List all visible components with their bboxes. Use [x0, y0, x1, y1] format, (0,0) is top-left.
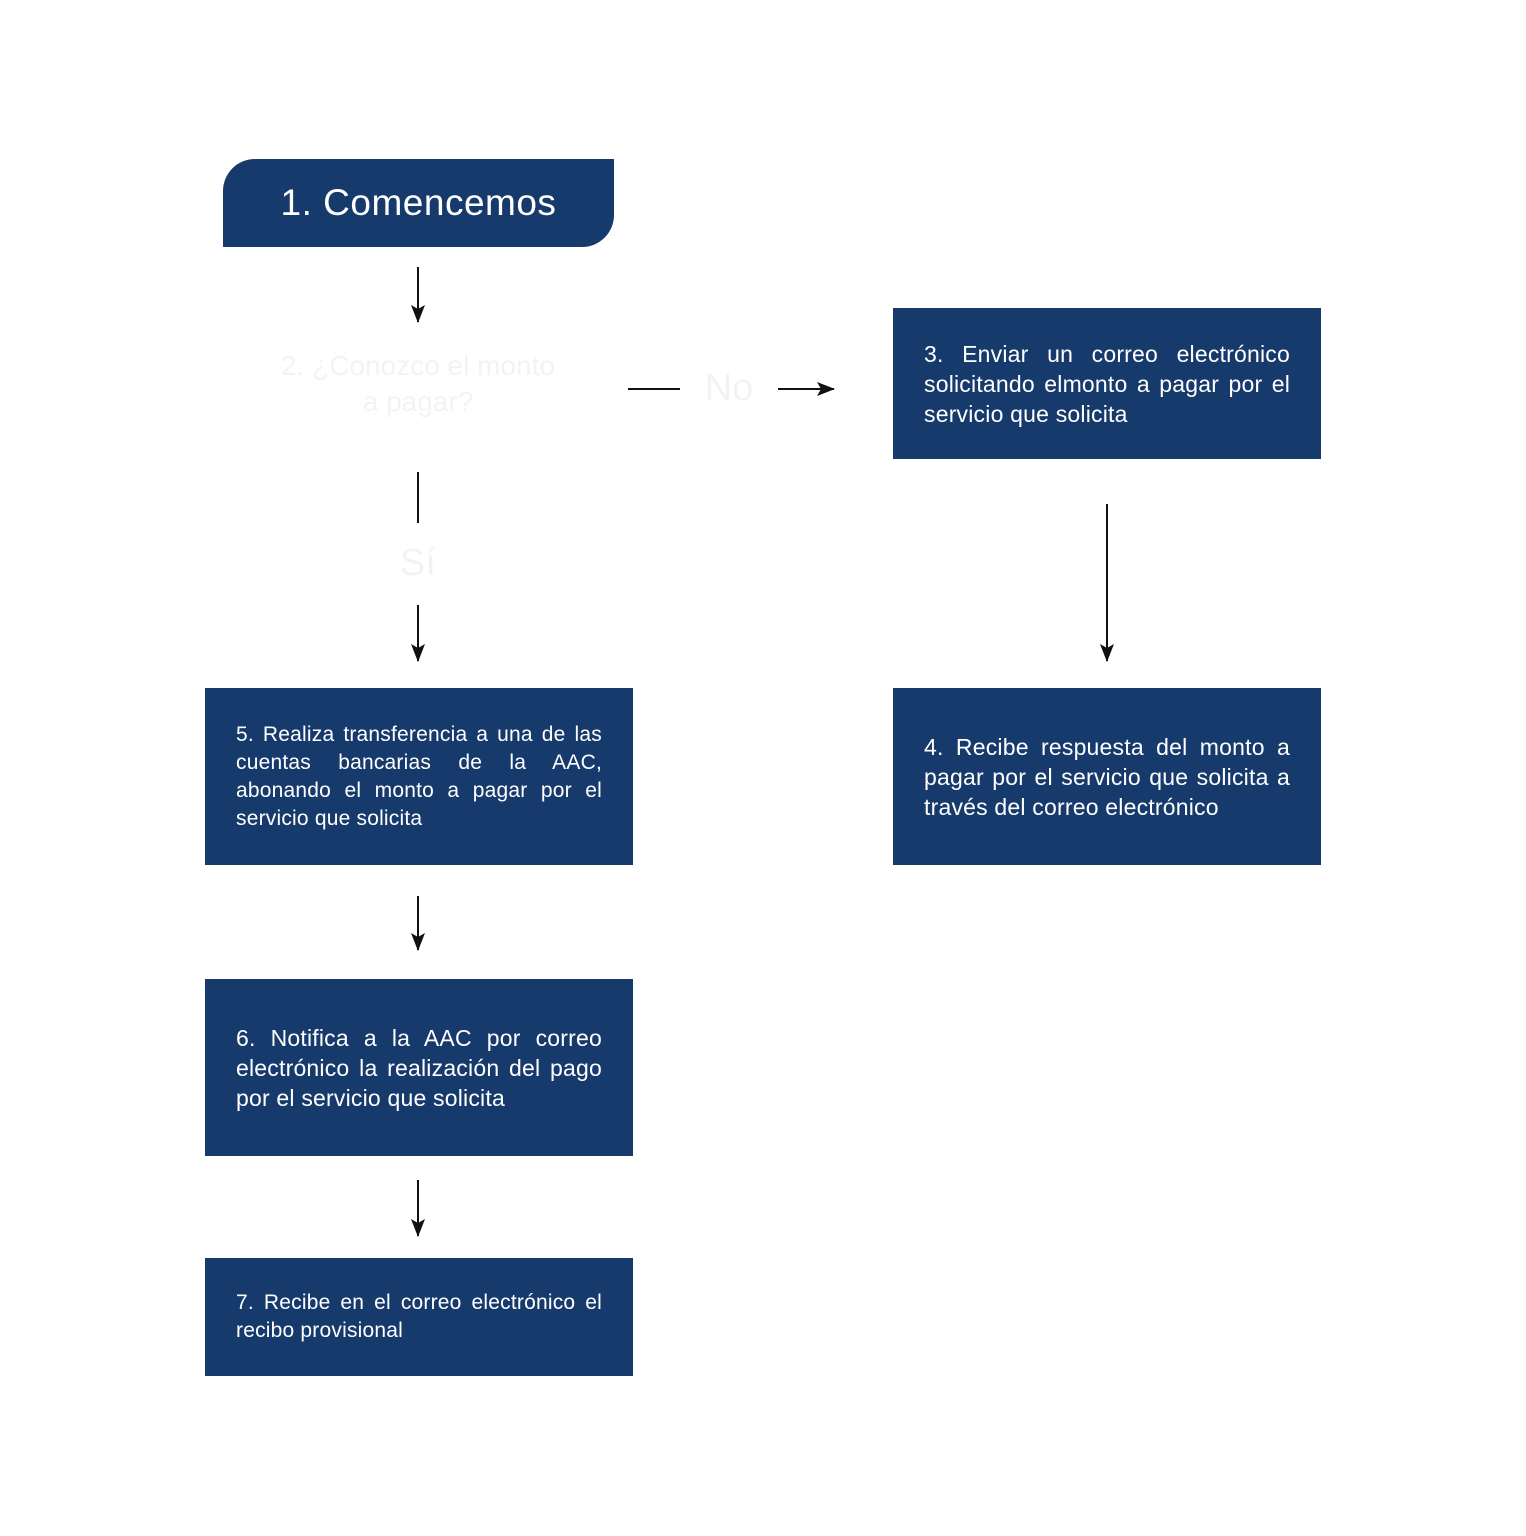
step-2-line-2: a pagar?	[362, 386, 474, 417]
step-5-text: 5. Realiza transferencia a una de las cuentas bancarias de la AAC, abonando el monto a pagar por el servicio que solicita	[236, 722, 602, 830]
step-4-box	[893, 688, 1321, 865]
branch-yes-label: Sí	[400, 542, 436, 584]
step-1-label: 1. Comencemos	[280, 182, 557, 223]
branch-no-label: No	[704, 367, 754, 409]
step-1-start	[223, 159, 614, 247]
step-3-box	[893, 308, 1321, 459]
step-3-text: 3. Enviar un correo electrónico solicitando elmonto a pagar por el servicio que solicita	[924, 340, 1290, 427]
step-2-question	[250, 348, 586, 420]
step-4-text: 4. Recibe respuesta del monto a pagar por el servicio que solicita a través del correo electrónico	[924, 733, 1290, 820]
step-6-box	[205, 979, 633, 1156]
step-6-text: 6. Notifica a la AAC por correo electrónico la realización del pago por el servicio que solicita	[236, 1024, 602, 1111]
step-7-text: 7. Recibe en el correo electrónico el recibo provisional	[236, 1291, 602, 1342]
step-2-line-1: 2. ¿Conozco el monto	[281, 350, 555, 381]
step-5-box	[205, 688, 633, 865]
step-7-box	[205, 1258, 633, 1376]
